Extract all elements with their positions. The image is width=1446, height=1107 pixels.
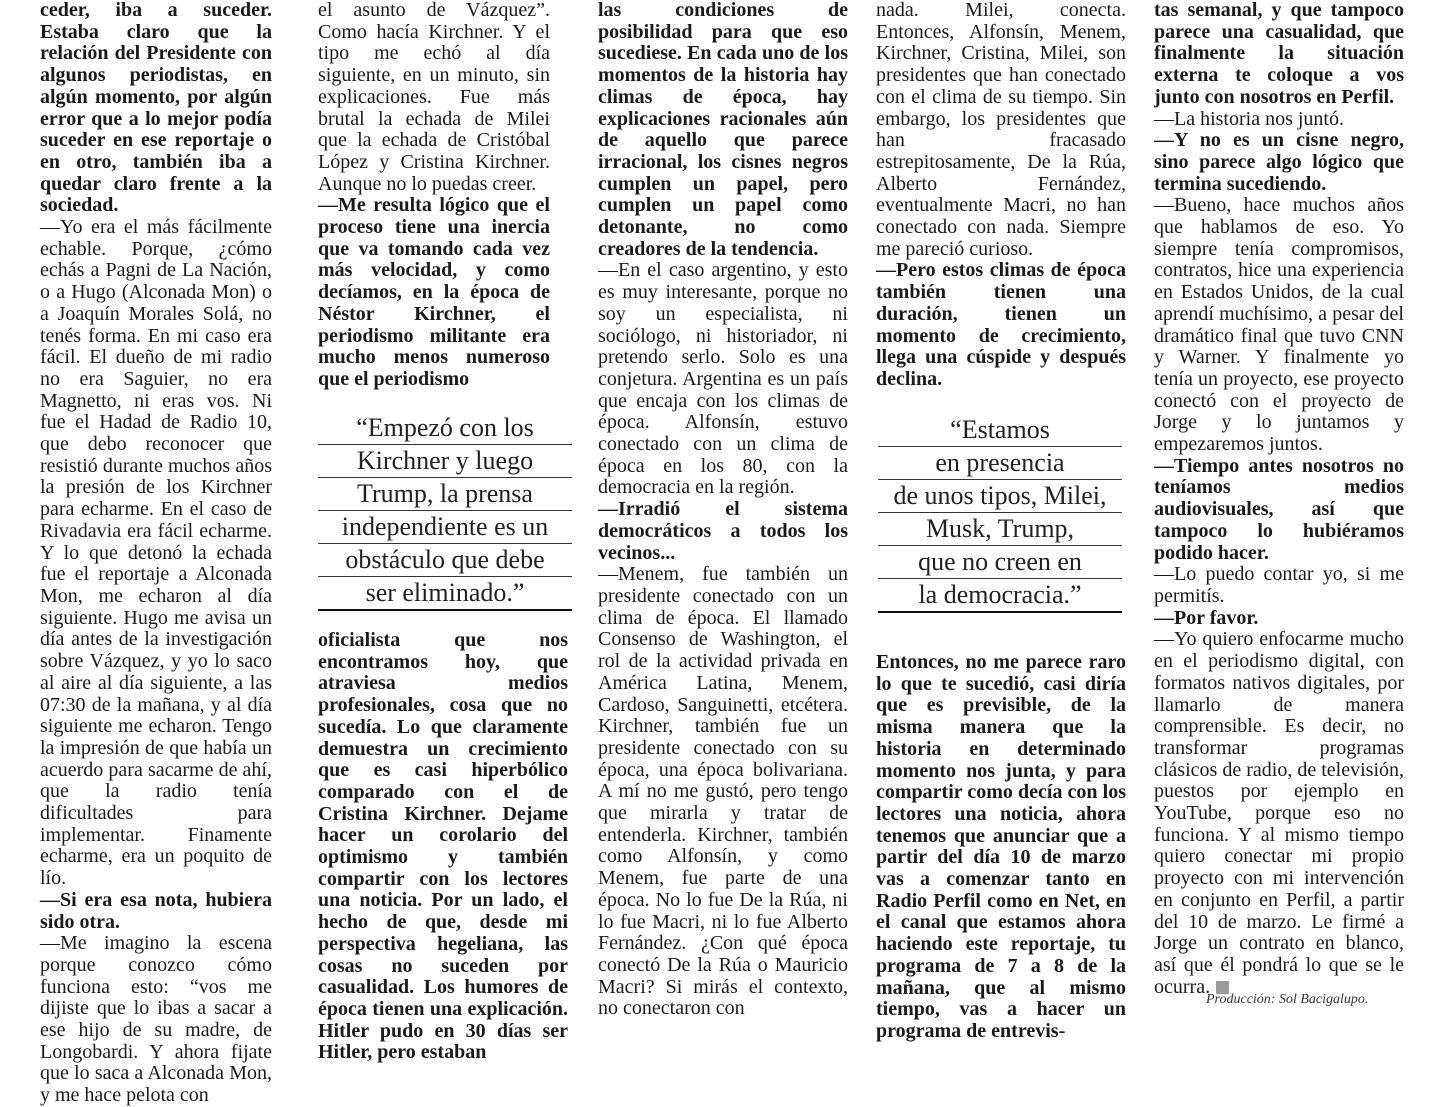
interviewer-paragraph: —Irradió el sistema democráticos a todos los vecinos... xyxy=(598,498,848,564)
interviewee-paragraph: —Me imagino la escena porque conozco cómo funciona esto: “vos me dijiste que lo ibas a sacar a ese hijo de su madre, de Longobardi. Y ahora fijate que lo saca a Alconada Mon, y me hace pelota con xyxy=(40,932,272,1107)
interviewer-paragraph: —Me resulta lógico que el proceso tiene una inercia que va tomando cada vez más velocidad, y como decíamos, en la época de Néstor Kirchner, el periodismo militante era mucho menos numeroso que el periodismo xyxy=(318,194,550,390)
article-column-5 xyxy=(1154,0,1404,998)
interviewer-paragraph: tas semanal, y que tampoco parece una casualidad, que finalmente la situación externa te coloque a vos junto con nosotros en Perfil. xyxy=(1154,0,1404,108)
pull-quote-2 xyxy=(878,414,1122,613)
pull-quote-1 xyxy=(318,412,572,611)
pull-quote-line: Kirchner y luego xyxy=(318,445,572,478)
interviewer-paragraph: ceder, iba a suceder. Estaba claro que la relación del Presidente con algunos periodistas, en algún momento, por algún error que a lo mejor podía suceder en ese reportaje o en otro, también iba a quedar claro frente a la sociedad. xyxy=(40,0,272,217)
interviewee-paragraph: —La historia nos juntó. xyxy=(1154,107,1344,130)
interviewer-paragraph: Entonces, no me parece raro lo que te sucedió, casi diría que es previsible, de la misma manera que la historia en determinado momento nos junta, y para compartir como decía con los lectores una noticia, ahora tenemos que anunciar que a partir del día 10 de marzo vas a comenzar tanto en Radio Perfil como en Net, en el canal que estamos ahora haciendo este reportaje, tu programa de 7 a 8 de la mañana, que al mismo tiempo, vas a hacer un programa de entrevis- xyxy=(876,651,1126,1042)
pull-quote-line: obstáculo que debe xyxy=(318,544,572,577)
pull-quote-line: en presencia xyxy=(878,447,1122,480)
interviewee-paragraph: —Bueno, hace muchos años que hablamos de eso. Yo siempre tenía compromisos, contratos, hice una experiencia en Estados Unidos, de la cual aprendí muchísimo, a pesar del dramático final que tuvo CNN y Warner. Y finalmente yo tenía un proyecto, ese proyecto conectó con el proyecto de Jorge y lo juntamos y empezaremos juntos. xyxy=(1154,194,1404,456)
interviewer-paragraph: —Pero estos climas de época también tienen una duración, tienen un momento de crecimiento, llega una cúspide y después declina. xyxy=(876,259,1126,390)
interviewee-paragraph: el asunto de Vázquez”. Como hacía Kirchner. Y el tipo me echó al día siguiente, en un minuto, sin explicaciones. Fue más brutal la echada de Milei que la echada de Cristóbal López y Cristina Kirchner. Aunque no lo puedas creer. xyxy=(318,0,550,195)
article-column-2-top xyxy=(318,0,550,391)
pull-quote-line: “Estamos xyxy=(878,414,1122,447)
article-column-3 xyxy=(598,0,848,1020)
interviewer-paragraph: —Tiempo antes nosotros no teníamos medios audiovisuales, así que tampoco lo hubiéramos podido hacer. xyxy=(1154,454,1404,564)
pull-quote-line: que no creen en xyxy=(878,546,1122,579)
interviewee-paragraph: —Lo puedo contar yo, si me permitís. xyxy=(1154,563,1404,607)
pull-quote-line: de unos tipos, Milei, xyxy=(878,480,1122,513)
pull-quote-line: la democracia.” xyxy=(878,579,1122,613)
pull-quote-line: Musk, Trump, xyxy=(878,513,1122,546)
article-column-4-top xyxy=(876,0,1126,391)
interviewee-paragraph: —Yo quiero enfocarme mucho en el periodismo digital, con formatos nativos digitales, por llamarlo de manera comprensible. Es decir, no transformar programas clásicos de radio, de televisión, puestos por ejemplo en YouTube, porque eso no funciona. Y al mismo tiempo quiero conectar mi propio proyecto con mi intervención en conjunto en Perfil, a partir del 10 de marzo. Le firmé a Jorge un contrato en blanco, así que él pondrá lo que se le ocurra. xyxy=(1154,628,1404,998)
interviewee-paragraph: —Yo era el más fácilmente echable. Porque, ¿cómo echás a Pagni de La Nación, o a Hugo (Alconada Mon) o a Joaquín Morales Solá, no tenés forma. En mi caso era fácil. El dueño de mi radio no era Saguier, no era Magnetto, ni eras vos. Ni fue el Hadad de Radio 10, que debo reconocer que resistió durante muchos años la presión de los Kirchner para echarme. En el caso de Rivadavia era fácil echarme. Y lo que detonó la echada fue el reportaje a Alconada Mon, me echaron al día siguiente. Hugo me avisa un día antes de la investigación sobre Vázquez, y yo lo saco al aire al día siguiente, a las 07:30 de la mañana, y al día siguiente me echaron. Tengo la impresión de que había un acuerdo para sacarme de ahí, que la radio tenía dificultades para implementar. Finamente echarme, era un poquito de lío. xyxy=(40,216,272,890)
interviewer-paragraph: las condiciones de posibilidad para que eso sucediese. En cada uno de los momentos de la historia hay climas de época, hay explicaciones racionales aún de aquello que parece irracional, los cisnes negros cumplen un papel, pero cumplen un papel como detonante, no como creadores de la tendencia. xyxy=(598,0,848,260)
pull-quote-line: independiente es un xyxy=(318,511,572,544)
pull-quote-line: ser eliminado.” xyxy=(318,577,572,611)
article-column-4-bottom xyxy=(876,652,1126,1043)
article-column-1 xyxy=(40,0,272,1107)
article-column-2-bottom xyxy=(318,630,568,1064)
interviewer-paragraph: —Y no es un cisne negro, sino parece algo lógico que termina sucediendo. xyxy=(1154,129,1404,195)
interviewee-paragraph: —En el caso argentino, y esto es muy interesante, porque no soy un especialista, ni sociólogo, ni historiador, ni pretendo serlo. Solo es una conjetura. Argentina es un país que encaja con los climas de época. Alfonsín, estuvo conectado con un clima de época en los 80, con la democracia en la región. xyxy=(598,259,848,499)
pull-quote-line: Trump, la prensa xyxy=(318,478,572,511)
interviewee-paragraph: —Menem, fue también un presidente conectado con un clima de época. El llamado Consenso de Washington, el rol de la actividad privada en América Latina, Menem, Cardoso, Sanguinetti, etcétera. Kirchner, también fue un presidente conectado con su época, una época bolivariana. A mí no me gustó, pero tengo que mirarla y tratar de entenderla. Kirchner, también como Alfonsín, y como Menem, fue parte de una época. No lo fue De la Rúa, ni lo fue Macri, ni lo fue Alberto Fernández. ¿Con qué época conectó De la Rúa o Mauricio Macri? Si mirás el contexto, no conectaron con xyxy=(598,563,848,1020)
interviewer-paragraph: —Por favor. xyxy=(1154,606,1259,629)
interviewer-paragraph: —Si era esa nota, hubiera sido otra. xyxy=(40,888,272,933)
interviewee-paragraph: nada. Milei, conecta. Entonces, Alfonsín, Menem, Kirchner, Cristina, Milei, son presidentes que han conectado con el clima de su tiempo. Sin embargo, los presidentes que han fracasado estrepitosamente, De la Rúa, Alberto Fernández, eventualmente Macri, no han conectado con nada. Siempre me pareció curioso. xyxy=(876,0,1126,260)
interviewer-paragraph: oficialista que nos encontramos hoy, que atraviesa medios profesionales, cosa que no sucedía. Lo que claramente demuestra un crecimiento que es casi hiperbólico comparado con el de Cristina Kirchner. Dejame hacer un corolario del optimismo y también compartir con los lectores una noticia. Por un lado, el hecho de que, desde mi perspectiva hegeliana, las cosas no suceden por casualidad. Los humores de época tienen una explicación. Hitler pudo en 30 días ser Hitler, pero estaban xyxy=(318,629,568,1064)
pull-quote-line: “Empezó con los xyxy=(318,412,572,445)
production-credit: Producción: Sol Bacigalupo. xyxy=(1206,992,1369,1007)
